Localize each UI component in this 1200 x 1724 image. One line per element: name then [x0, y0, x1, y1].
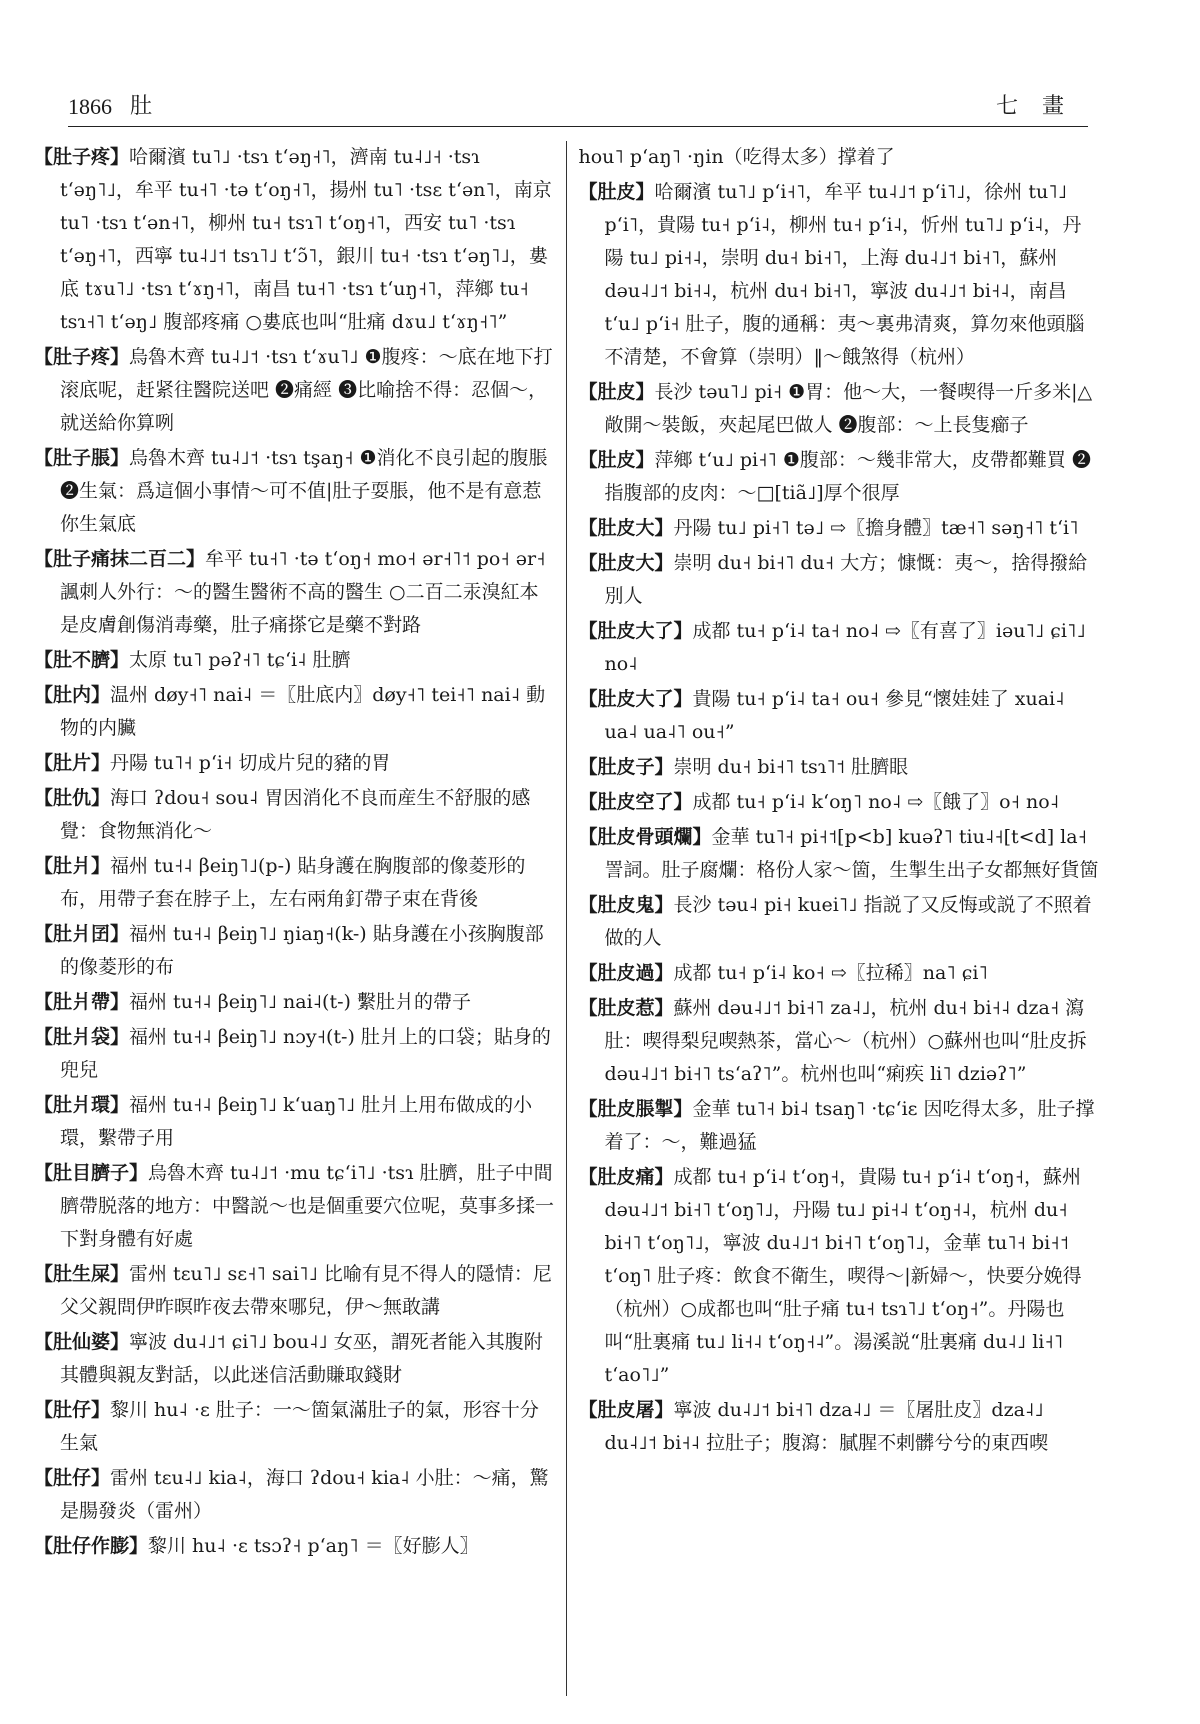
entry-definition: 金華 tu˥˧ pi˧˦[p<b] kuəʔ˥ tiu˨˧[t<d] la˧ 詈詞。肚子腐爛：格份人家～箇，生掣生出子女都無好貨箇	[604, 826, 1099, 881]
dictionary-entry	[34, 1258, 556, 1324]
entry-definition: 丹陽 tu˩ pi˧˥ tə˩ ⇨〖擔身體〗tæ˧˥ səŋ˧˥ tʻi˥	[673, 517, 1079, 539]
entry-headword: 【肚仔作膨】	[34, 1535, 149, 1557]
dictionary-entry	[34, 1089, 556, 1155]
entry-headword: 【肚皮過】	[578, 962, 674, 984]
entry-definition: 寧波 du˨˩˦ bi˧˥ dza˨˩ ＝〖屠肚皮〗dza˨˩ du˨˩˦ bi˧˨ 拉肚子；腹瀉：膩腥不剌髒兮兮的東西喫	[604, 1399, 1049, 1454]
entry-headword: 【肚皮鬼】	[578, 894, 674, 916]
entry-headword: 【肚仙婆】	[34, 1331, 130, 1353]
entry-definition: 萍鄉 tʻu˩ pi˧˥ ❶腹部：～幾非常大，皮帶都難買 ❷指腹部的皮肉：～□[tiã˩]厚个很厚	[604, 449, 1091, 504]
dictionary-entry	[34, 782, 556, 848]
entry-definition: 福州 tu˧˨ βeiŋ˥˩(p-) 貼身護在胸腹部的像菱形的布，用帶子套在脖子上，左右兩角釘帶子束在背後	[60, 855, 526, 910]
right-column	[566, 141, 1101, 1696]
entry-headword: 【肚皮】	[578, 449, 655, 471]
entry-headword: 【肚不臍】	[34, 649, 130, 671]
entry-headword: 【肚片】	[34, 752, 111, 774]
entry-headword: 【肚皮大了】	[578, 620, 693, 642]
entry-headword: 【肚爿袋】	[34, 1026, 130, 1048]
entry-headword: 【肚生屎】	[34, 1263, 130, 1285]
dictionary-entry	[579, 957, 1101, 990]
entry-definition: 崇明 du˧ bi˧˥ du˧ 大方；慷慨：夷～，捨得撥給別人	[604, 552, 1088, 607]
dictionary-entry	[579, 444, 1101, 510]
entry-definition: 烏魯木齊 tu˨˩˦ ·mu tɕʻi˥˩ ·tsɿ 肚臍，肚子中間臍帶脱落的地方：中醫説～也是個重要穴位呢，莫事多揉一下對身體有好處	[60, 1162, 555, 1250]
dictionary-entry	[579, 376, 1101, 442]
entry-definition: 海口 ʔdou˧ sou˨ 胃因消化不良而産生不舒服的感覺：食物無消化～	[60, 787, 531, 842]
dictionary-entry	[34, 543, 556, 642]
entry-headword: 【肚皮骨頭爛】	[578, 826, 712, 848]
entry-headword: 【肚子脹】	[34, 447, 130, 469]
entry-definition: 寧波 du˨˩˦ ɕi˥˩ bou˨˩ 女巫，謂死者能入其腹附其體與親友對話，以此迷信活動賺取錢財	[60, 1331, 543, 1386]
entry-definition: 長沙 təu˥˩ pi˧ ❶胃：他～大，一餐喫得一斤多米|△敞開～裝飯，夾起尾巴做人 ❷腹部：～上長隻癤子	[604, 381, 1093, 436]
dictionary-entry	[34, 1462, 556, 1528]
entry-headword: 【肚子痛抹二百二】	[34, 548, 206, 570]
dictionary-entry	[34, 1326, 556, 1392]
entry-definition: 牟平 tu˧˥ ·tə tʻoŋ˧ mo˧ ər˧˥˦ po˧ ər˧ 諷刺人外行：～的醫生醫術不高的醫生 ○二百二汞溴紅本是皮膚創傷消毒藥，肚子痛搽它是藥不對路	[60, 548, 546, 636]
head-character: 肚	[130, 94, 153, 119]
entry-definition: hou˥ pʻaŋ˥ ·ŋin（吃得太多）撑着了	[578, 146, 895, 168]
dictionary-entry	[579, 751, 1101, 784]
entry-definition: 成都 tu˧ pʻi˨ ko˧ ⇨〖拉稀〗na˥ ɕi˥	[673, 962, 988, 984]
dictionary-entry	[34, 442, 556, 541]
entry-definition: 哈爾濱 tu˥˩ ·tsɿ tʻəŋ˧˥，濟南 tu˨˩˧ ·tsɿ tʻəŋ˥˩，牟平 tu˧˥ ·tə tʻoŋ˧˥，揚州 tu˥ ·tsɛ tʻən˥，南京 tu˥ ·tsɿ tʻən˧˥，柳州 tu˧ tsɿ˥ tʻoŋ˧˥，西安 tu˥ ·tsɿ tʻəŋ˧˥，西寧 tu˨˩˦ tsɿ˥˩ tʻɔ̃˥，銀川 tu˧ ·tsɿ tʻəŋ˥˩，婁底 tɤu˥˩ ·tsɿ tʻɤŋ˧˥，南昌 tu˧˥ ·tsɿ tʻuŋ˧˥，萍鄉 tu˧ tsɿ˧˥ tʻəŋ˩ 腹部疼痛 ○婁底也叫“肚痛 dɤu˩ tʻɤŋ˧˥”	[60, 146, 552, 333]
dictionary-entry	[34, 1394, 556, 1460]
entry-headword: 【肚皮大】	[578, 552, 674, 574]
entry-definition: 福州 tu˧˨ βeiŋ˥˩ ŋiaŋ˧(k-) 貼身護在小孩胸腹部的像菱形的布	[60, 923, 544, 978]
dictionary-entry	[34, 141, 556, 339]
dictionary-entry	[579, 786, 1101, 819]
entry-headword: 【肚子疼】	[34, 146, 130, 168]
stroke-section: 七畫	[995, 94, 1088, 119]
dictionary-entry	[34, 341, 556, 440]
entry-headword: 【肚皮子】	[578, 756, 674, 778]
entry-definition: 成都 tu˧ pʻi˨ ta˧ no˨ ⇨〖有喜了〗iəu˥˩ ɕi˥˩ no˨	[604, 620, 1086, 675]
dictionary-entry	[579, 176, 1101, 374]
dictionary-entry	[579, 141, 1101, 174]
entry-definition: 福州 tu˧˨ βeiŋ˥˩ kʻuaŋ˥˩ 肚爿上用布做成的小環，繫帶子用	[60, 1094, 533, 1149]
entry-definition: 福州 tu˧˨ βeiŋ˥˩ nɔy˧(t-) 肚爿上的口袋；貼身的兜兒	[60, 1026, 551, 1081]
entry-headword: 【肚皮大了】	[578, 688, 693, 710]
entry-definition: 貴陽 tu˧ pʻi˨ ta˧ ou˧ 參見“懷娃娃了 xuai˨ ua˨ ua˨˥ ou˧”	[604, 688, 1065, 743]
entry-headword: 【肚仇】	[34, 787, 111, 809]
dictionary-entry	[579, 1093, 1101, 1159]
dictionary-entry	[579, 683, 1101, 749]
entry-definition: 金華 tu˥˧ bi˨ tsaŋ˥ ·tɕʻiɛ 因吃得太多，肚子撑着了：～，難過猛	[604, 1098, 1095, 1153]
entry-headword: 【肚目臍子】	[34, 1162, 149, 1184]
page-header	[68, 80, 1088, 127]
dictionary-entry	[579, 547, 1101, 613]
entry-headword: 【肚爿環】	[34, 1094, 130, 1116]
dictionary-entry	[34, 644, 556, 677]
dictionary-entry	[34, 1157, 556, 1256]
entry-definition: 哈爾濱 tu˥˩ pʻi˧˥，牟平 tu˨˩˦ pʻi˥˩，徐州 tu˥˩ pʻi˥，貴陽 tu˧ pʻi˨，柳州 tu˧ pʻi˨，忻州 tu˥˩ pʻi˨，丹陽 tu˩ pi˧˨，崇明 du˧ bi˧˥，上海 du˨˩˦ bi˧˥，蘇州 dəu˨˩˦ bi˧˨，杭州 du˧ bi˧˥，寧波 du˨˩˦ bi˧˨，南昌 tʻu˩ pʻi˧ 肚子，腹的通稱：夷～裏弗清爽，算勿來他頭腦不清楚，不會算（崇明）‖～餓煞得（杭州）	[604, 181, 1085, 368]
entry-headword: 【肚皮脹掣】	[578, 1098, 693, 1120]
dictionary-entry	[579, 889, 1101, 955]
entry-definition: 雷州 tɛu˨˩ kia˨，海口 ʔdou˧ kia˨ 小肚：～痛，驚是腸發炎（雷州）	[60, 1467, 549, 1522]
entry-definition: 温州 døy˧˥ nai˨ ＝〖肚底内〗døy˧˥ tei˧˥ nai˨ 動物的内臟	[60, 684, 546, 739]
entry-definition: 成都 tu˧ pʻi˨ tʻoŋ˧，貴陽 tu˧ pʻi˨ tʻoŋ˧，蘇州 dəu˨˩˦ bi˧˥ tʻoŋ˥˩，丹陽 tu˩ pi˧˨ tʻoŋ˧˨，杭州 du˧ bi˧˥ tʻoŋ˥˩，寧波 du˨˩˦ bi˧˥ tʻoŋ˥˩，金華 tu˥˧ bi˧˦ tʻoŋ˥ 肚子疼：飲食不衛生，喫得～|新婦～，快要分娩得（杭州）○成都也叫“肚子痛 tu˧ tsɿ˥˩ tʻoŋ˧”。丹陽也叫“肚裏痛 tu˩ li˧˨ tʻoŋ˧˨”。湯溪説“肚裏痛 du˨˩ li˧˥ tʻao˥˩”	[604, 1166, 1082, 1386]
entry-definition: 烏魯木齊 tu˨˩˦ ·tsɿ tşaŋ˧ ❶消化不良引起的腹脹 ❷生氣：爲這個小事情～可不值|肚子耍脹，他不是有意惹你生氣底	[60, 447, 548, 535]
dictionary-entry	[34, 918, 556, 984]
dictionary-body	[34, 141, 1100, 1696]
dictionary-entry	[34, 850, 556, 916]
page-number: 1866	[68, 94, 112, 119]
entry-headword: 【肚皮大】	[578, 517, 674, 539]
dictionary-entry	[579, 1394, 1101, 1460]
entry-headword: 【肚爿】	[34, 855, 111, 877]
dictionary-entry	[579, 1161, 1101, 1392]
dictionary-entry	[34, 1021, 556, 1087]
entry-headword: 【肚皮空了】	[578, 791, 693, 813]
entry-headword: 【肚仔】	[34, 1467, 111, 1489]
dictionary-entry	[34, 986, 556, 1019]
entry-headword: 【肚皮】	[578, 381, 655, 403]
entry-headword: 【肚子疼】	[34, 346, 130, 368]
entry-definition: 成都 tu˧ pʻi˨ kʻoŋ˥ no˨ ⇨〖餓了〗o˧ no˨	[692, 791, 1060, 813]
entry-headword: 【肚皮】	[578, 181, 655, 203]
dictionary-entry	[579, 512, 1101, 545]
entry-headword: 【肚皮屠】	[578, 1399, 674, 1421]
entry-headword: 【肚仔】	[34, 1399, 111, 1421]
entry-headword: 【肚皮惹】	[578, 997, 674, 1019]
entry-definition: 長沙 təu˨ pi˧ kuei˥˩ 指説了又反悔或説了不照着做的人	[604, 894, 1092, 949]
entry-headword: 【肚爿囝】	[34, 923, 130, 945]
entry-definition: 太原 tu˥ pəʔ˧˥ tɕʻi˨ 肚臍	[129, 649, 351, 671]
entry-definition: 雷州 tɛu˥˩ sɛ˧˥ sai˥˩ 比喻有見不得人的隱情：尼父父親問伊昨暝昨夜去帶來哪兒，伊～無敢講	[60, 1263, 552, 1318]
dictionary-entry	[579, 821, 1101, 887]
dictionary-entry	[34, 679, 556, 745]
entry-definition: 丹陽 tu˥˧ pʻi˧ 切成片兒的豬的胃	[110, 752, 391, 774]
dictionary-entry	[34, 747, 556, 780]
entry-headword: 【肚内】	[34, 684, 111, 706]
entry-definition: 崇明 du˧ bi˧˥ tsɿ˥˦ 肚臍眼	[673, 756, 909, 778]
dictionary-entry	[579, 615, 1101, 681]
dictionary-entry	[579, 992, 1101, 1091]
left-column	[34, 141, 566, 1696]
entry-definition: 黎川 hu˨ ·ɛ tsɔʔ˧ pʻaŋ˥ ＝〖好膨人〗	[148, 1535, 479, 1557]
entry-headword: 【肚爿帶】	[34, 991, 130, 1013]
entry-definition: 福州 tu˧˨ βeiŋ˥˩ nai˨(t-) 繫肚爿的帶子	[129, 991, 471, 1013]
entry-definition: 烏魯木齊 tu˨˩˦ ·tsɿ tʻɤu˥˩ ❶腹疼：～底在地下打滚底呢，赶紧往醫院送吧 ❷痛經 ❸比喻捨不得：忍個～，就送給你算咧	[60, 346, 553, 434]
entry-definition: 蘇州 dəu˨˩˦ bi˧˥ za˨˩，杭州 du˧ bi˧˨ dza˧ 瀉肚：喫得梨兒喫熱茶，當心～（杭州）○蘇州也叫“肚皮拆 dəu˨˩˦ bi˧˥ tsʻaʔ˥”。杭州也叫“痢疾 li˥ dziəʔ˥”	[604, 997, 1087, 1085]
entry-headword: 【肚皮痛】	[578, 1166, 674, 1188]
entry-definition: 黎川 hu˨ ·ɛ 肚子：一～箇氣滿肚子的氣，形容十分生氣	[60, 1399, 539, 1454]
dictionary-entry	[34, 1530, 556, 1563]
